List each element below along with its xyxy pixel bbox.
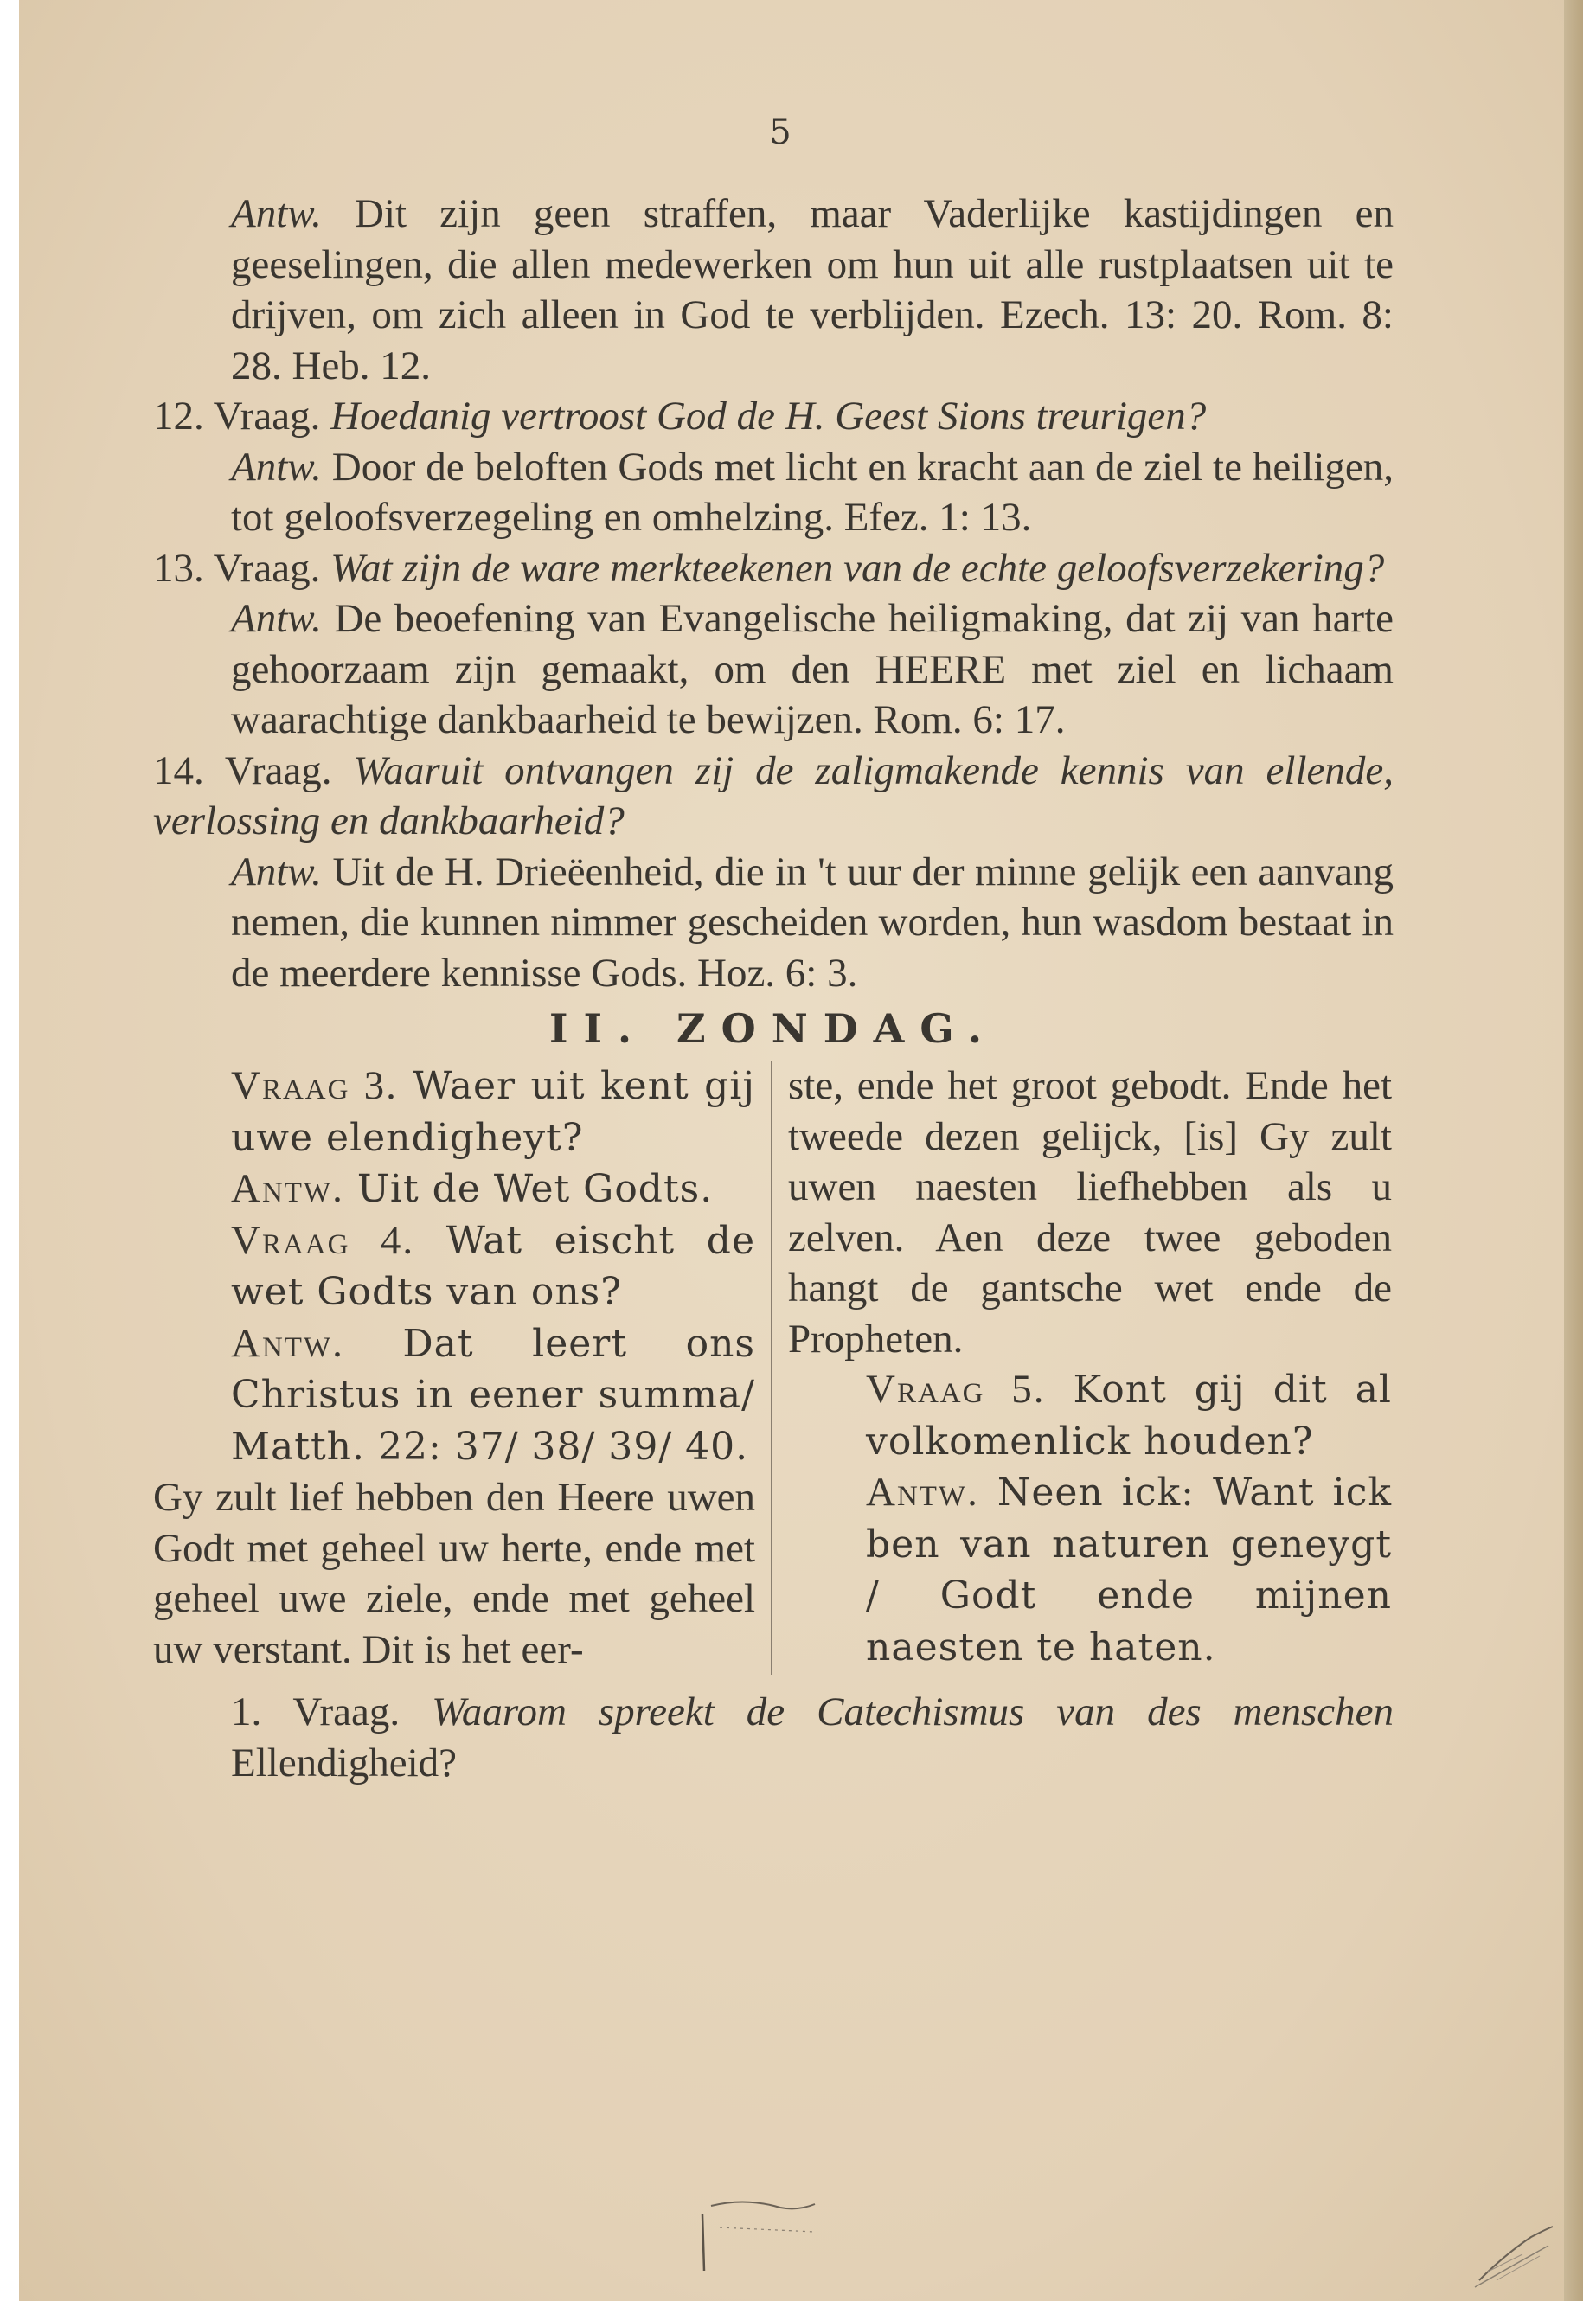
answer-3 bbox=[153, 1163, 755, 1215]
page-mark-ornament bbox=[694, 2189, 832, 2275]
question-text: Wat zijn de ware merkteekenen van de echte geloofsverzekering? bbox=[330, 545, 1385, 591]
answer-label: Antw. bbox=[231, 191, 322, 236]
answer-5 bbox=[788, 1467, 1392, 1673]
footer-question-text: Waarom spreekt de Catechismus van des menschen bbox=[432, 1689, 1394, 1734]
question-paragraph bbox=[153, 543, 1394, 594]
answer-paragraph bbox=[153, 442, 1394, 543]
antw-3-label: Antw. bbox=[231, 1166, 344, 1211]
section-heading: II. ZONDAG. bbox=[548, 1005, 997, 1052]
text-body bbox=[153, 189, 1394, 1788]
footer-question bbox=[153, 1687, 1394, 1788]
answer-text: Uit de H. Drieëenheid, die in 't uur der minne gelijk een aanvang nemen, die kunnen nimmer gescheiden worden, hun wasdom bestaat in de meerdere kennisse Gods. Hoz. 6: 3. bbox=[231, 849, 1394, 996]
left-column bbox=[153, 1061, 772, 1675]
question-3 bbox=[153, 1061, 755, 1163]
corner-smudge bbox=[1462, 2220, 1557, 2289]
antw-5-label: Antw. bbox=[866, 1470, 979, 1515]
vraag-4-label: Vraag 4. bbox=[231, 1217, 415, 1263]
book-edge bbox=[1564, 0, 1583, 2301]
answer-label: Antw. bbox=[231, 849, 322, 894]
vraag-5-text: Kont gij dit al volkomenlick houden? bbox=[866, 1368, 1393, 1464]
answer-text: De beoefening van Evangelische heiligmaking, dat zij van harte gehoorzaam zijn gemaakt, om den HEERE met ziel en lichaam waarachtige dankbaarheid te bewijzen. Rom. 6: 17. bbox=[231, 596, 1394, 742]
question-paragraph bbox=[153, 746, 1394, 847]
scanned-page bbox=[19, 0, 1583, 2301]
antw-5-text: Neen ick: Want ick ben van naturen geneygt / Godt ende mijnen naesten te haten. bbox=[866, 1471, 1392, 1670]
answer-label: Antw. bbox=[231, 444, 322, 490]
antw-4-label: Antw. bbox=[231, 1320, 344, 1366]
answer-paragraph bbox=[153, 593, 1394, 746]
vraag-5-label: Vraag 5. bbox=[866, 1367, 1046, 1412]
page-number: 5 bbox=[769, 112, 792, 152]
vraag-4-text: Wat eischt de wet Godts van ons? bbox=[231, 1218, 755, 1314]
footer-tail: Ellendigheid? bbox=[231, 1740, 458, 1785]
question-4 bbox=[153, 1215, 755, 1318]
answer-paragraph bbox=[153, 189, 1394, 391]
answer-paragraph bbox=[153, 847, 1394, 999]
antw-3-text: Uit de Wet Godts. bbox=[343, 1167, 714, 1211]
question-5 bbox=[788, 1364, 1392, 1467]
question-text: Hoedanig vertroost God de H. Geest Sions treurigen? bbox=[330, 394, 1207, 439]
question-prefix: 13. Vraag. bbox=[153, 545, 331, 591]
scripture-quote-right: ste, ende het groot gebodt. Ende het tweede dezen gelijck, [is] Gy zult uwen naesten liefhebben als u zelven. Aen deze twee geboden hangt de gantsche wet ende de Propheten. bbox=[788, 1063, 1392, 1362]
right-column bbox=[772, 1061, 1392, 1675]
vraag-3-label: Vraag 3. bbox=[231, 1063, 398, 1108]
answer-4 bbox=[153, 1318, 755, 1473]
vraag-3-text: Waer uit kent gij uwe elendigheyt? bbox=[231, 1064, 755, 1160]
answer-text: Dit zijn geen straffen, maar Vaderlijke kastijdingen en geeselingen, die allen medewerken om hun uit alle rustplaatsen uit te drijven, om zich alleen in God te verblijden. Ezech. 13: 20. Rom. 8: 28. Heb. 12. bbox=[231, 191, 1394, 388]
footer-prefix: 1. Vraag. bbox=[231, 1689, 433, 1734]
antw-4-text: Dat leert ons Christus in eener summa/ Matth. 22: 37/ 38/ 39/ 40. bbox=[231, 1321, 755, 1469]
answer-text: Door de beloften Gods met licht en kracht aan de ziel te heiligen, tot geloofsverzegeling en omhelzing. Efez. 1: 13. bbox=[231, 444, 1394, 540]
scripture-quote-left: Gy zult lief hebben den Heere uwen Godt met geheel uw herte, ende met geheel uwe ziele, ende met geheel uw verstant. Dit is het eer- bbox=[153, 1475, 755, 1672]
question-prefix: 14. Vraag. bbox=[153, 747, 354, 793]
catechism-columns bbox=[153, 1061, 1394, 1675]
answer-label: Antw. bbox=[231, 596, 322, 641]
question-paragraph bbox=[153, 391, 1394, 442]
question-prefix: 12. Vraag. bbox=[153, 394, 331, 439]
question-text: Waaruit ontvangen zij de zaligmakende kennis van ellende, verlossing en dankbaarheid? bbox=[153, 747, 1394, 843]
